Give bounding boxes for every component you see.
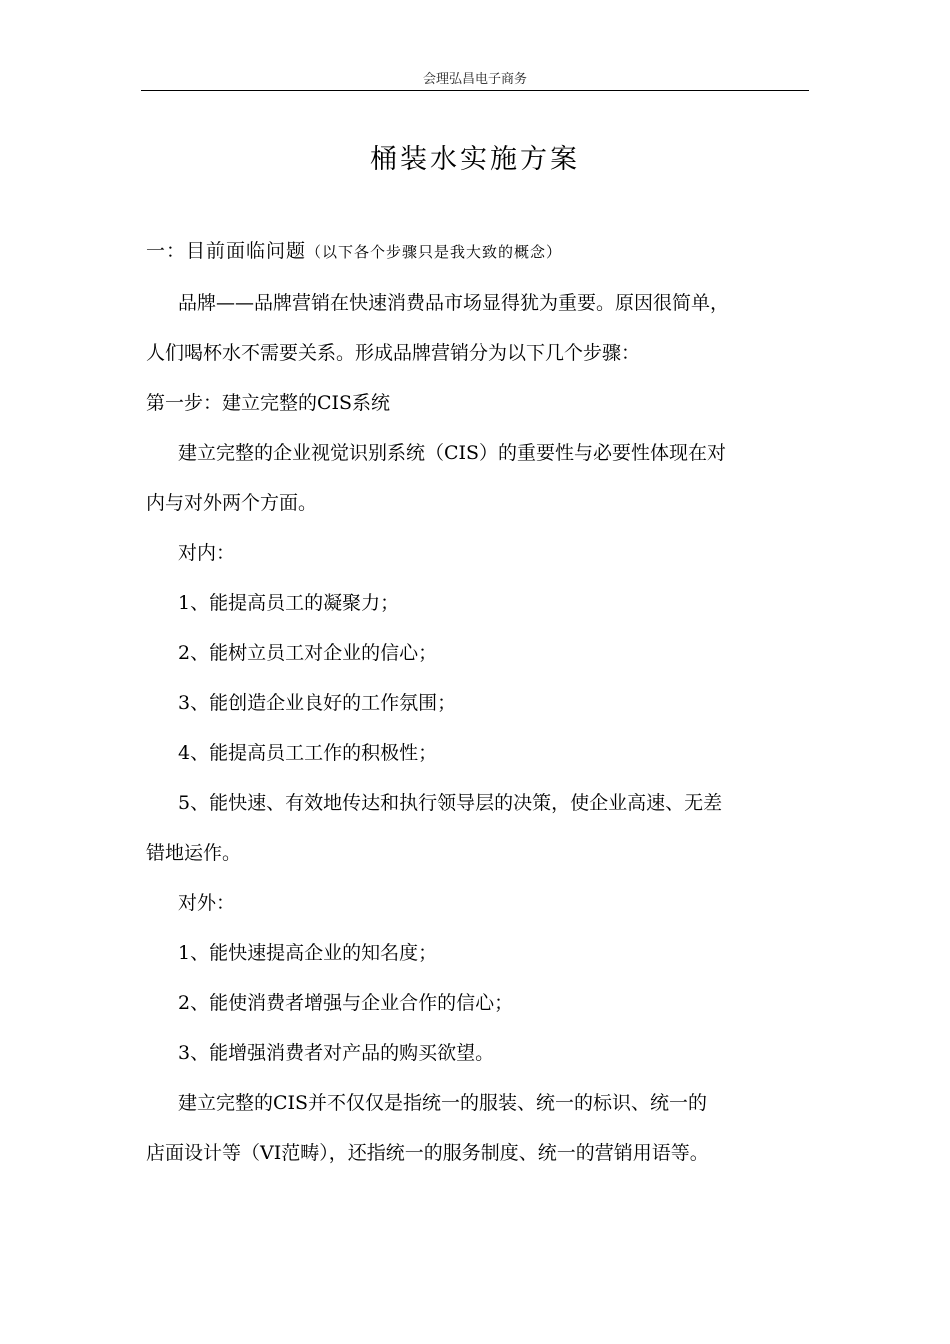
- paragraph-line: 人们喝杯水不需要关系。形成品牌营销分为以下几个步骤：: [146, 342, 641, 364]
- list-item: 1、能快速提高企业的知名度；: [178, 942, 438, 964]
- document-title: 桶装水实施方案: [370, 144, 580, 175]
- page-header: [141, 68, 809, 91]
- list-item: 1、能提高员工的凝聚力；: [178, 592, 400, 614]
- section-heading: [146, 236, 562, 267]
- header-company-name: 会理弘昌电子商务: [422, 72, 527, 87]
- step-heading: 第一步：建立完整的CIS系统: [146, 392, 391, 414]
- paragraph-line: 建立完整的CIS并不仅仅是指统一的服装、统一的标识、统一的: [178, 1092, 708, 1114]
- paragraph-line: 内与对外两个方面。: [146, 492, 318, 514]
- section-heading-text: 一：目前面临问题: [146, 240, 307, 262]
- list-item: 4、能提高员工工作的积极性；: [178, 742, 438, 764]
- list-item-continuation: 错地运作。: [146, 842, 242, 864]
- external-label: 对外：: [178, 892, 236, 914]
- list-item: 3、能创造企业良好的工作氛围；: [178, 692, 457, 714]
- section-heading-note: （以下各个步骤只是我大致的概念）: [306, 243, 563, 261]
- list-item: 5、能快速、有效地传达和执行领导层的决策，使企业高速、无差: [178, 792, 723, 814]
- paragraph-line: 店面设计等（VI范畴），还指统一的服务制度、统一的营销用语等。: [146, 1142, 709, 1164]
- internal-label: 对内：: [178, 542, 236, 564]
- list-item: 2、能使消费者增强与企业合作的信心；: [178, 992, 514, 1014]
- paragraph-line: 建立完整的企业视觉识别系统（CIS）的重要性与必要性体现在对: [178, 442, 727, 464]
- list-item: 2、能树立员工对企业的信心；: [178, 642, 438, 664]
- paragraph-line: 品牌——品牌营销在快速消费品市场显得犹为重要。原因很简单，: [178, 292, 730, 314]
- list-item: 3、能增强消费者对产品的购买欲望。: [178, 1042, 495, 1064]
